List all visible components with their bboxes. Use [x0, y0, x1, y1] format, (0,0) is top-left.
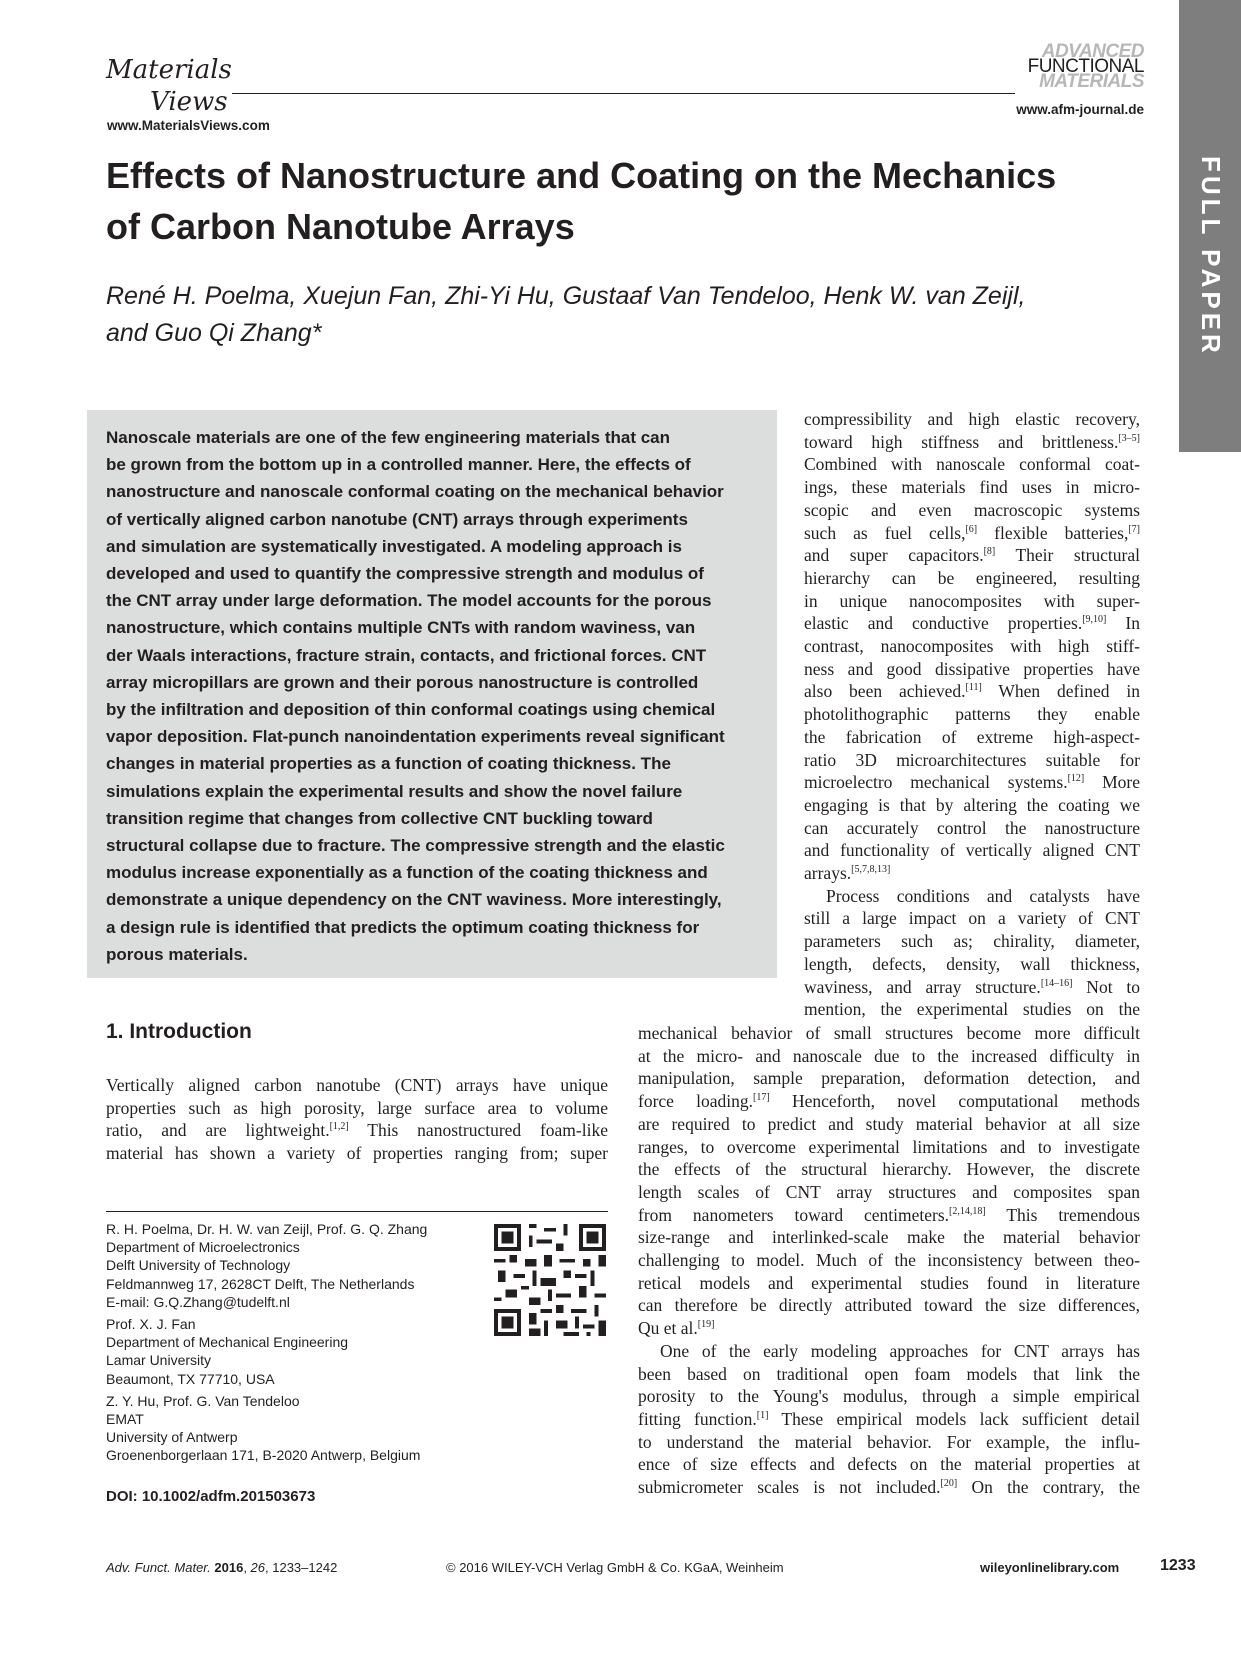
affiliation-line: Department of Mechanical Engineering	[106, 1334, 349, 1351]
text-line: been based on traditional open foam models that link the	[638, 1363, 1140, 1384]
text-line: mention, the experimental studies on the	[804, 999, 1140, 1020]
text-line: ence of size effects and defects on the material properties at	[638, 1454, 1140, 1475]
full-paper-tab-label: FULL PAPER	[1196, 156, 1226, 357]
doi[interactable]: DOI: 10.1002/adfm.201503673	[106, 1488, 316, 1505]
affiliation-group	[106, 1315, 476, 1388]
text-line: toward high stiffness and brittleness.[3–5]	[804, 431, 1140, 452]
contact-email[interactable]: E-mail: G.Q.Zhang@tudelft.nl	[106, 1293, 290, 1310]
text-line: force loading.[17] Henceforth, novel computational methods	[638, 1091, 1140, 1112]
text-line: hierarchy can be engineered, resulting	[804, 567, 1140, 588]
text-line: length scales of CNT array structures and composites span	[638, 1181, 1140, 1202]
title-line-1: Effects of Nanostructure and Coating on the Mechanics	[106, 155, 1057, 196]
affiliations	[106, 1220, 476, 1469]
abstract-line: demonstrate a unique dependency on the CNT waviness. More interestingly,	[106, 890, 722, 910]
authors-line-1: René H. Poelma, Xuejun Fan, Zhi-Yi Hu, Gustaaf Van Tendeloo, Henk W. van Zeijl,	[106, 282, 1026, 310]
text-line: challenging to model. Much of the inconsistency between theo-	[638, 1250, 1140, 1271]
header-rule	[232, 93, 1015, 94]
text-line: retical models and experimental studies found in literature	[638, 1272, 1140, 1293]
qr-code-icon[interactable]	[494, 1224, 606, 1336]
authors-line-2: and Guo Qi Zhang*	[106, 319, 322, 347]
title-line-2: of Carbon Nanotube Arrays	[106, 206, 575, 247]
text-line: manipulation, sample preparation, deformation detection, and	[638, 1068, 1140, 1089]
text-line: Qu et al.[19]	[638, 1318, 715, 1339]
affiliation-rule	[106, 1211, 608, 1212]
affiliation-line: Department of Microelectronics	[106, 1239, 300, 1256]
text-line: and super capacitors.[8] Their structural	[804, 545, 1141, 566]
text-line: engaging is that by altering the coating we	[804, 794, 1140, 815]
affiliation-line: University of Antwerp	[106, 1429, 238, 1446]
text-line: microelectro mechanical systems.[12] More	[804, 772, 1140, 793]
text-line: Combined with nanoscale conformal coat-	[804, 454, 1140, 475]
abstract-line: be grown from the bottom up in a controlled manner. Here, the effects of	[106, 455, 691, 475]
abstract-line: of vertically aligned carbon nanotube (CNT) arrays through experiments	[106, 509, 688, 529]
abstract-line: simulations explain the experimental results and show the novel failure	[106, 781, 683, 801]
text-line: the effects of the structural hierarchy. However, the discrete	[638, 1159, 1140, 1180]
journal-logo-line-1: ADVANCED	[1041, 41, 1144, 62]
text-line: ranges, to overcome experimental limitations and to investigate	[638, 1136, 1140, 1157]
abstract-line: vapor deposition. Flat-punch nanoindentation experiments reveal significant	[106, 727, 725, 747]
text-line: also been achieved.[11] When defined in	[804, 681, 1140, 702]
footer-journal-name: Adv. Funct. Mater.	[106, 1560, 211, 1575]
abstract-line: structural collapse due to fracture. The compressive strength and the elastic	[106, 836, 725, 856]
text-line: from nanometers toward centimeters.[2,14,18] This tremendous	[638, 1204, 1140, 1225]
svg-text:Views: Views	[150, 87, 228, 117]
abstract-line: by the infiltration and deposition of thin conformal coatings using chemical	[106, 700, 716, 720]
abstract-line: der Waals interactions, fracture strain, contacts, and frictional forces. CNT	[106, 645, 707, 665]
text-line: elastic and conductive properties.[9,10] In	[804, 613, 1141, 634]
citation[interactable]: [3–5]	[1118, 432, 1140, 444]
text-line: compressibility and high elastic recovery,	[804, 409, 1140, 429]
text-line: at the micro- and nanoscale due to the increased difficulty in	[638, 1045, 1140, 1066]
text-line: scopic and even macroscopic systems	[804, 499, 1140, 520]
text-line: photolithographic patterns they enable	[804, 704, 1140, 725]
footer-citation: Adv. Funct. Mater. 2016, 26, 1233–1242	[106, 1560, 338, 1575]
abstract-line: nanostructure, which contains multiple CNTs with random waviness, van	[106, 618, 696, 638]
citation[interactable]: [1]	[756, 1409, 769, 1421]
publisher-url[interactable]: www.MaterialsViews.com	[107, 118, 270, 133]
author-list	[106, 278, 1126, 352]
text-line: arrays.[5,7,8,13]	[804, 863, 891, 884]
text-line: mechanical behavior of small structures become more difficult	[638, 1023, 1140, 1043]
abstract-line: Nanoscale materials are one of the few engineering materials that can	[106, 428, 671, 447]
affiliation-line: EMAT	[106, 1411, 144, 1428]
svg-text:Materials: Materials	[106, 55, 232, 85]
text-line: can therefore be directly attributed toward the size differences,	[638, 1295, 1140, 1316]
citation[interactable]: [9,10]	[1082, 614, 1107, 626]
text-line: waviness, and array structure.[14–16] Not to	[804, 976, 1140, 997]
affiliation-line: Z. Y. Hu, Prof. G. Van Tendeloo	[106, 1392, 300, 1409]
citation[interactable]: [8]	[983, 546, 996, 558]
abstract-line: and simulation are systematically investigated. A modeling approach is	[106, 536, 682, 556]
abstract-line: porous materials.	[106, 944, 248, 964]
journal-url[interactable]: www.afm-journal.de	[1016, 102, 1144, 117]
citation[interactable]: [5,7,8,13]	[851, 864, 891, 876]
abstract-line: the CNT array under large deformation. The model accounts for the porous	[106, 591, 712, 611]
abstract-box	[87, 410, 777, 978]
citation[interactable]: [1,2]	[329, 1121, 349, 1133]
journal-logo-line-2: FUNCTIONAL	[1027, 56, 1144, 77]
text-line: the fabrication of extreme high-aspect-	[804, 726, 1140, 747]
affiliation-line: Delft University of Technology	[106, 1257, 291, 1274]
journal-logo-line-3: MATERIALS	[1039, 71, 1144, 92]
citation[interactable]: [11]	[965, 682, 982, 694]
citation[interactable]: [20]	[940, 1478, 958, 1490]
text-line: ings, these materials find uses in micro-	[804, 477, 1140, 498]
text-line: to understand the material behavior. For example, the influ-	[638, 1431, 1140, 1452]
affiliation-line: Lamar University	[106, 1352, 212, 1369]
abstract-text	[106, 424, 766, 968]
affiliation-line: Groenenborgerlaan 171, B-2020 Antwerp, Belgium	[106, 1447, 421, 1464]
citation[interactable]: [19]	[697, 1319, 715, 1331]
text-line: ratio 3D microarchitectures suitable for	[804, 749, 1140, 770]
footer-volume: 26	[250, 1560, 266, 1575]
text-line: fitting function.[1] These empirical models lack sufficient detail	[638, 1408, 1140, 1429]
introduction-text	[106, 1074, 608, 1165]
text-line: Process conditions and catalysts have	[826, 885, 1140, 906]
citation[interactable]: [2,14,18]	[949, 1205, 986, 1217]
text-line: in unique nanocomposites with super-	[804, 590, 1140, 611]
text-line: are required to predict and study material behavior at all size	[638, 1113, 1140, 1134]
citation[interactable]: [12]	[1067, 773, 1085, 785]
text-line: such as fuel cells,[6] flexible batteries,[7]	[804, 522, 1140, 543]
footer-copyright: © 2016 WILEY-VCH Verlag GmbH & Co. KGaA, Weinheim	[446, 1560, 784, 1575]
text-line: length, defects, density, wall thickness,	[804, 953, 1140, 974]
text-line: can accurately control the nanostructure	[804, 817, 1140, 838]
affiliation-line: Beaumont, TX 77710, USA	[106, 1370, 275, 1387]
text-line: contrast, nanocomposites with high stiff-	[804, 636, 1140, 657]
text-line: porosity to the Young's modulus, through a simple empirical	[638, 1386, 1140, 1407]
affiliation-group	[106, 1220, 476, 1311]
abstract-line: modulus increase exponentially as a function of the coating thickness and	[106, 863, 708, 883]
text-line: size-range and interlinked-scale make the material behavior	[638, 1227, 1140, 1248]
text-line: material has shown a variety of properties ranging from; super	[106, 1143, 608, 1164]
materials-views-logo	[104, 50, 236, 120]
text-line: and functionality of vertically aligned CNT	[804, 840, 1140, 861]
text-line: ratio, and are lightweight.[1,2] This nanostructured foam-like	[106, 1120, 608, 1141]
abstract-line: transition regime that changes from collective CNT buckling toward	[106, 808, 653, 828]
text-line: ness and good dissipative properties have	[804, 658, 1140, 679]
abstract-line: a design rule is identified that predicts the optimum coating thickness for	[106, 917, 700, 937]
affiliation-group	[106, 1392, 476, 1465]
citation[interactable]: [14–16]	[1040, 977, 1073, 989]
citation[interactable]: [6]	[965, 523, 978, 535]
abstract-line: changes in material properties as a function of coating thickness. The	[106, 754, 671, 774]
affiliation-line: Feldmannweg 17, 2628CT Delft, The Netherlands	[106, 1275, 415, 1292]
journal-logo	[1008, 41, 1144, 92]
section-heading: 1. Introduction	[106, 1020, 252, 1043]
text-line: still a large impact on a variety of CNT	[804, 908, 1140, 929]
citation[interactable]: [17]	[753, 1092, 770, 1104]
citation[interactable]: [7]	[1128, 523, 1140, 535]
text-line: properties such as high porosity, large surface area to volume	[106, 1097, 608, 1118]
article-title	[106, 150, 1126, 252]
footer-pages: , 1233–1242	[265, 1560, 338, 1575]
text-line: submicrometer scales is not included.[20] On the contrary, the	[638, 1477, 1140, 1498]
affiliation-line: R. H. Poelma, Dr. H. W. van Zeijl, Prof. G. Q. Zhang	[106, 1221, 428, 1237]
body-text-right-lower	[638, 1022, 1140, 1499]
text-line: One of the early modeling approaches for CNT arrays has	[660, 1340, 1140, 1361]
text-line: parameters such as; chirality, diameter,	[804, 931, 1140, 952]
full-paper-tab	[1179, 0, 1241, 452]
abstract-line: developed and used to quantify the compressive strength and modulus of	[106, 564, 704, 584]
footer-site[interactable]: wileyonlinelibrary.com	[980, 1560, 1120, 1575]
abstract-line: array micropillars are grown and their porous nanostructure is controlled	[106, 672, 699, 692]
text-line: Vertically aligned carbon nanotube (CNT) arrays have unique	[106, 1075, 608, 1095]
page-number: 1233	[1160, 1557, 1196, 1574]
abstract-line: nanostructure and nanoscale conformal coating on the mechanical behavior	[106, 482, 724, 502]
footer-year: 2016	[214, 1560, 244, 1575]
body-text-right-upper	[804, 408, 1140, 1021]
affiliation-line: Prof. X. J. Fan	[106, 1316, 196, 1333]
